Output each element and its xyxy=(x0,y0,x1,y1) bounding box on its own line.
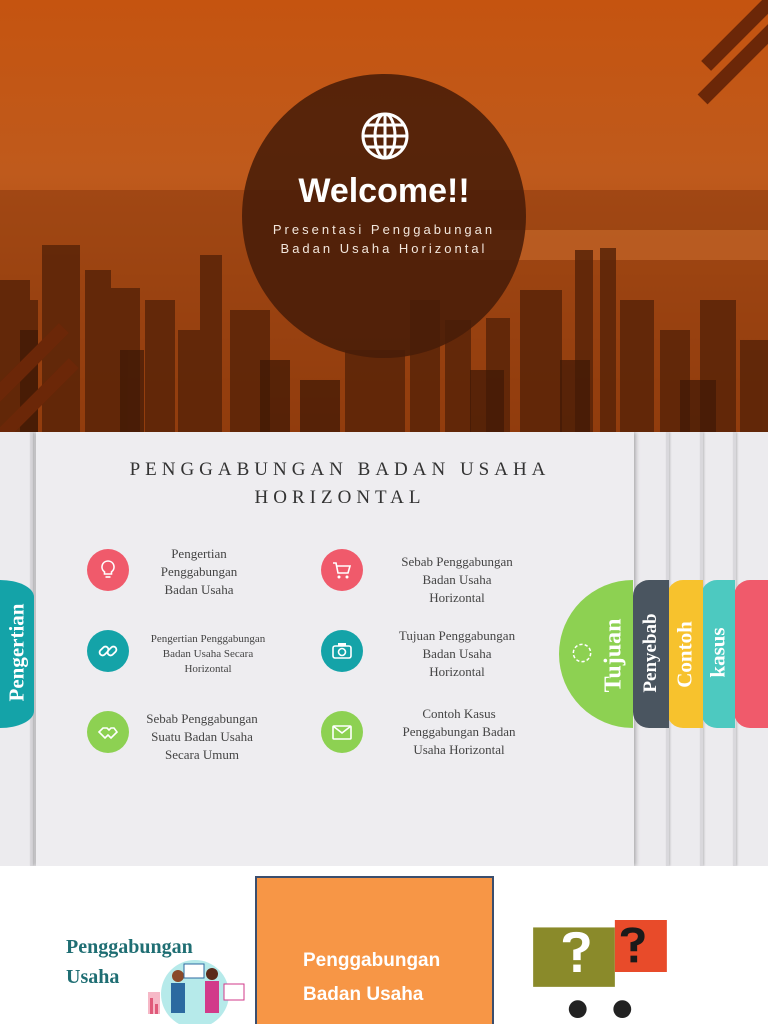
question-marks-illustration xyxy=(510,920,690,1024)
agenda-item-4-line: Sebab Penggabungan xyxy=(401,554,513,569)
welcome-subtitle xyxy=(242,220,526,258)
tab-pengertian[interactable] xyxy=(0,580,34,728)
welcome-circle xyxy=(242,74,526,358)
cart-icon[interactable] xyxy=(321,549,363,591)
agenda-title-line1: PENGGABUNGAN BADAN USAHA xyxy=(129,459,551,480)
agenda-item-6-line: Penggabungan Badan xyxy=(402,724,516,739)
orange-box-line2: Badan Usaha xyxy=(303,984,424,1005)
agenda-item-1[interactable] xyxy=(119,545,279,599)
agenda-item-5[interactable] xyxy=(377,627,537,681)
agenda-item-1-line: Pengertian xyxy=(171,546,227,561)
agenda-item-4[interactable] xyxy=(377,553,537,607)
camera-icon[interactable] xyxy=(321,630,363,672)
left-title-line1: Penggabungan xyxy=(66,936,193,958)
tab-kasus-label: kasus xyxy=(705,627,730,678)
tab-pengertian-label: Pengertian xyxy=(4,603,29,702)
mail-icon[interactable] xyxy=(321,711,363,753)
agenda-item-2[interactable] xyxy=(128,632,288,677)
orange-box-line1: Penggabungan xyxy=(303,950,441,971)
agenda-item-5-line: Tujuan Penggabungan xyxy=(398,628,516,643)
agenda-item-4-line: Badan Usaha xyxy=(422,572,492,587)
agenda-item-3-line: Secara Umum xyxy=(164,747,239,762)
tab-penyebab[interactable] xyxy=(633,580,669,728)
agenda-item-3-line: Sebab Penggabungan xyxy=(146,711,258,726)
agenda-item-2-line: Badan Usaha Secara xyxy=(162,648,254,660)
agenda-item-5-line: Horizontal xyxy=(429,664,485,679)
welcome-subtitle-line1: Presentasi Penggabungan xyxy=(272,222,496,237)
link-icon[interactable] xyxy=(87,630,129,672)
agenda-item-5-line: Badan Usaha xyxy=(422,646,492,661)
agenda-slide xyxy=(0,432,768,866)
welcome-slide xyxy=(0,0,768,432)
agenda-item-3[interactable] xyxy=(122,710,282,764)
business-people-illustration xyxy=(140,954,250,1024)
agenda-item-1-line: Badan Usaha xyxy=(164,582,234,597)
penggabungan-badan-usaha-box xyxy=(255,876,494,1024)
globe-icon xyxy=(359,110,411,162)
agenda-item-3-line: Suatu Badan Usaha xyxy=(151,729,253,744)
tab-penyebab-label: Penyebab xyxy=(640,613,661,693)
tab-contoh[interactable] xyxy=(667,580,703,728)
title-slide xyxy=(0,866,768,1024)
tab-contoh-label: Contoh xyxy=(672,621,697,688)
tab-kasus[interactable] xyxy=(701,580,735,728)
tab-tujuan-label: Tujuan xyxy=(600,618,627,693)
agenda-item-6-line: Usaha Horizontal xyxy=(413,742,505,757)
agenda-item-4-line: Horizontal xyxy=(429,590,485,605)
tab-kasus-red[interactable] xyxy=(734,580,768,728)
agenda-item-6[interactable] xyxy=(379,705,539,759)
agenda-item-2-line: Horizontal xyxy=(184,663,232,675)
left-title-line2: Usaha xyxy=(66,966,120,988)
agenda-item-1-line: Penggabungan xyxy=(160,564,238,579)
agenda-title xyxy=(90,456,590,512)
orange-box-text xyxy=(303,944,440,1012)
agenda-item-6-line: Contoh Kasus xyxy=(422,706,496,721)
agenda-item-2-line: Pengertian Penggabungan xyxy=(150,633,266,645)
welcome-title: Welcome!! xyxy=(298,172,470,210)
agenda-title-line2: HORIZONTAL xyxy=(254,487,426,508)
hand-icon xyxy=(569,640,595,666)
welcome-subtitle-line2: Badan Usaha Horizontal xyxy=(280,241,488,256)
